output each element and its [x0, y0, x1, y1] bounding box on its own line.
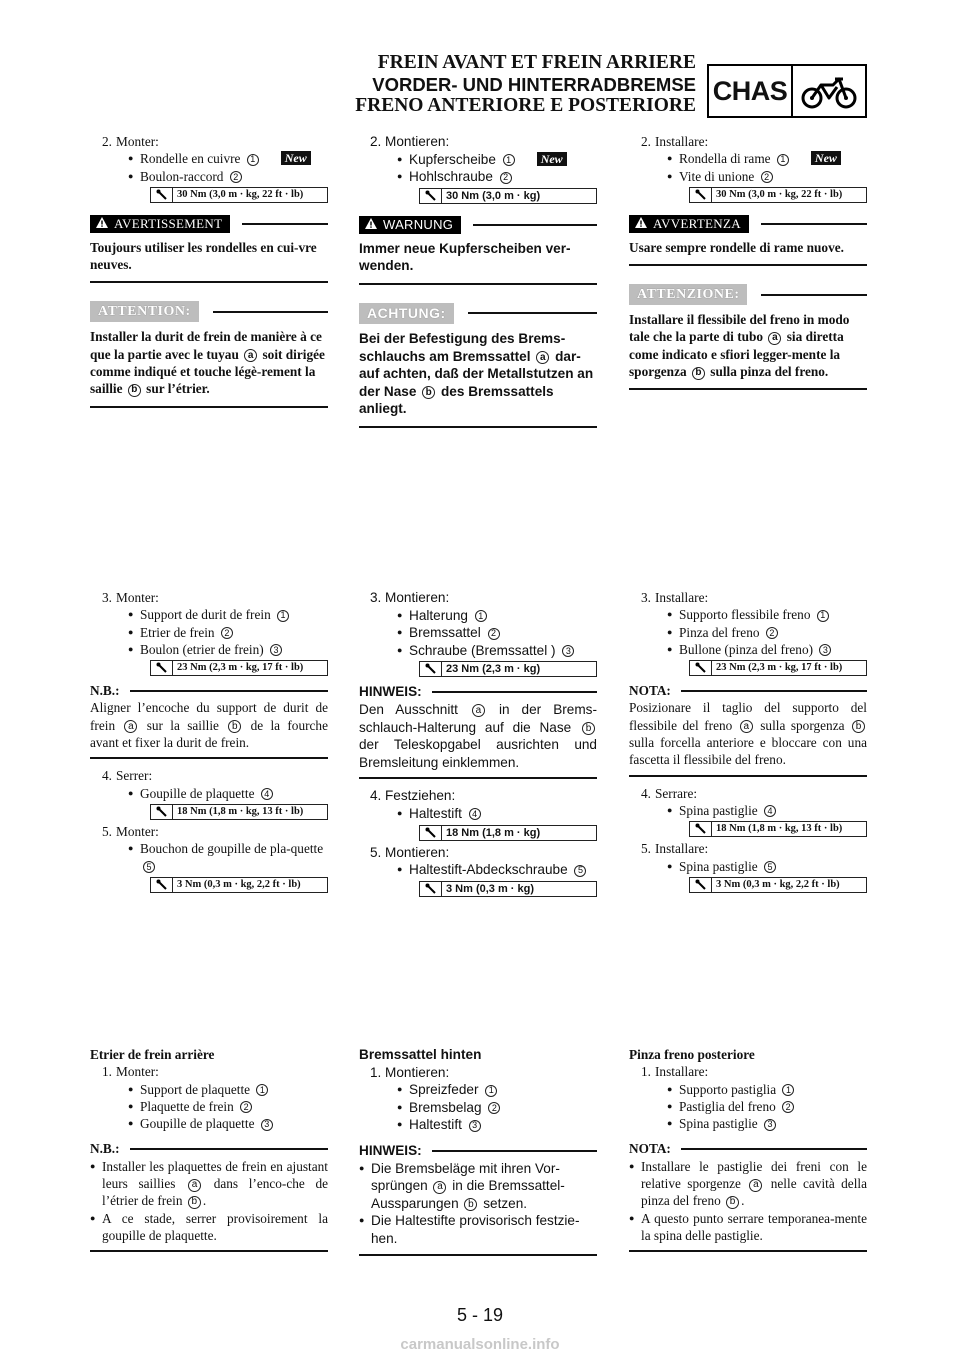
- note-heading: NOTA:: [629, 682, 867, 699]
- list-item: Supporto flessibile freno: [679, 607, 811, 623]
- note-text: ● Installare le pastiglie dei freni con le relative sporgenze a nelle cavità della pinza del freno b . ● A questo punto serrare temporanea-mente la spina delle pastiglie.: [629, 1158, 867, 1252]
- torque-spec: 30 Nm (3,0 m · kg, 22 ft · lb): [689, 187, 867, 203]
- warning-icon: [96, 216, 108, 232]
- header-title-fr: FREIN AVANT ET FREIN ARRIERE: [377, 52, 696, 73]
- wrench-icon: [690, 661, 712, 675]
- warning-text: Toujours utiliser les rondelles en cui-vre neuves.: [90, 239, 328, 284]
- list-item: Support de plaquette: [140, 1081, 251, 1097]
- header-title-de: VORDER- UND HINTERRADBREMSE: [372, 74, 696, 95]
- warning-text: Usare sempre rondelle di rame nuove.: [629, 239, 867, 266]
- list-item: Bouchon de goupille de pla-quette: [140, 841, 324, 857]
- new-part-badge: New: [281, 151, 311, 165]
- wrench-icon: [690, 188, 712, 202]
- note-heading: HINWEIS:: [359, 683, 597, 701]
- section3-de: Bremssattel hinten 1. Montieren: ● Spreizfeder 1 ● Bremsbelag 2 ● Haltestift 3 HINWEIS: ● Die Bremsbeläge mit ihren Vor-sprüngen a in die Bremssattel-Aussparungen b setzen. ● Die Haltestifte provisorisch festzie-hen.: [359, 1046, 597, 1256]
- new-part-badge: New: [537, 152, 567, 166]
- note-text: Den Ausschnitt a in der Brems-schlauch-Halterung auf die Nase b der Teleskopgabel ausrichten und Bremsleitung einklemmen.: [359, 701, 597, 779]
- list-item: Bullone (pinza del freno): [679, 641, 814, 657]
- section-title: Etrier de frein arrière: [90, 1047, 215, 1062]
- section1-de: 2. Montieren: ● Kupferscheibe 1 New ● Hohlschraube 2 30 Nm (3,0 m · kg) WARNUNG Immer neue Kupferscheiben ver-wenden. ACHTUNG: Bei der Befestigung des Brems-schlauchs am Bremssattel a dar-auf achten, daß der Metallstutzen an der Nase b des Bremssattels anliegt.: [359, 133, 597, 428]
- list-item: Rondella di rame: [679, 151, 771, 167]
- list-item: Haltestift: [409, 805, 462, 821]
- warning-icon: [635, 216, 647, 232]
- note-heading: NOTA:: [629, 1140, 867, 1157]
- section2-fr: 3. Monter: ● Support de durit de frein 1 ● Etrier de frein 2 ● Boulon (etrier de frein) 3 23 Nm (2,3 m · kg, 17 ft · lb) N.B.: Aligner l’encoche du support de durit de frein a sur la saillie b de la fourche avant et fixer la durit de frein. 4. Serrer: ● Goupille de plaquette 4 18 Nm (1,8 m · kg, 13 ft · lb) 5. Monter: ● Bouchon de goupille de pla-quette 5 3 Nm (0,3 m · kg, 2,2 ft · lb): [90, 589, 328, 896]
- list-item: Haltestift: [409, 1117, 462, 1133]
- section1-it: 2. Installare: ● Rondella di rame 1 New ● Vite di unione 2 30 Nm (3,0 m · kg, 22 ft · lb) AVVERTENZA Usare sempre rondelle di rame nuove. ATTENZIONE: Installare il flessibile del freno in modo tale che la parte di tubo a sia diretta come indicato e sfiori legger-mente la sporgenza b sulla pinza del freno.: [629, 133, 867, 390]
- warning-icon: [365, 217, 377, 233]
- motorcycle-icon: [793, 66, 865, 116]
- page-number: 5 - 19: [456, 1305, 504, 1325]
- list-item: Plaquette de frein: [140, 1098, 234, 1114]
- step-label: Installare:: [655, 1064, 709, 1080]
- section3-fr: Etrier de frein arrière 1. Monter: ● Support de plaquette 1 ● Plaquette de frein 2 ● Goupille de plaquette 3 N.B.: ● Installer les plaquettes de frein en ajustant leurs saillies a dans l’enco-che de l’étrier de frein b . ● A ce stade, serrer provisoirement la goupille de plaquette.: [90, 1046, 328, 1252]
- step-label: Serrare:: [655, 785, 698, 801]
- list-item: Spina pastiglie: [679, 802, 758, 818]
- section3-it: Pinza freno posteriore 1. Installare: ● Supporto pastiglia 1 ● Pastiglia del freno 2 ● Spina pastiglie 3 NOTA: ● Installare le pastiglie dei freni con le relative sporgenze a nelle cavità della pinza del freno b . ● A questo punto serrare temporanea-mente la spina delle pastiglie.: [629, 1046, 867, 1252]
- note-text: ● Die Bremsbeläge mit ihren Vor-sprüngen a in die Bremssattel-Aussparungen b setzen. ● Die Haltestifte provisorisch festzie-hen.: [359, 1160, 597, 1256]
- list-item: Bremssattel: [409, 625, 481, 641]
- torque-spec: 23 Nm (2,3 m · kg): [419, 661, 597, 677]
- new-part-badge: New: [811, 151, 841, 165]
- step-label: Installare:: [655, 841, 709, 857]
- list-item: Schraube (Bremssattel ): [409, 642, 556, 658]
- step-label: Monter:: [116, 590, 159, 605]
- note-heading: N.B.:: [90, 1140, 328, 1157]
- wrench-icon: [420, 882, 442, 896]
- wrench-icon: [151, 878, 173, 892]
- list-item: Spina pastiglie: [679, 858, 758, 874]
- chapter-label: CHAS: [709, 66, 793, 116]
- list-item: Goupille de plaquette: [140, 1116, 255, 1132]
- wrench-icon: [151, 661, 173, 675]
- warning-heading: WARNUNG: [359, 216, 597, 234]
- list-item: Bremsbelag: [409, 1099, 482, 1115]
- caution-heading: ATTENTION:: [90, 301, 328, 322]
- torque-spec: 23 Nm (2,3 m · kg, 17 ft · lb): [689, 660, 867, 676]
- list-item: Halterung: [409, 607, 468, 623]
- list-item: Spreizfeder: [409, 1082, 479, 1098]
- torque-spec: 3 Nm (0,3 m · kg): [419, 881, 597, 897]
- step-label: Montieren:: [385, 1064, 450, 1080]
- wrench-icon: [690, 822, 712, 836]
- caution-heading: ACHTUNG:: [359, 303, 597, 324]
- step-label: Montieren:: [385, 844, 450, 860]
- note-text: Posizionare il taglio del supporto del flessibile del freno a sulla sporgenza b sulla forcella anteriore e bloccare con una fascetta il flessibile del freno.: [629, 699, 867, 776]
- header-title-it: FRENO ANTERIORE E POSTERIORE: [355, 95, 696, 116]
- torque-spec: 18 Nm (1,8 m · kg, 13 ft · lb): [689, 821, 867, 837]
- torque-spec: 23 Nm (2,3 m · kg, 17 ft · lb): [150, 660, 328, 676]
- step-label: Installare:: [655, 590, 709, 605]
- step-label: Montieren:: [385, 590, 450, 605]
- torque-spec: 30 Nm (3,0 m · kg): [419, 188, 597, 204]
- torque-spec: 3 Nm (0,3 m · kg, 2,2 ft · lb): [150, 877, 328, 893]
- chapter-badge: [707, 64, 867, 118]
- caution-heading: ATTENZIONE:: [629, 284, 867, 305]
- list-item: Etrier de frein: [140, 624, 215, 640]
- step-label: Montieren:: [385, 134, 450, 149]
- warning-text: Immer neue Kupferscheiben ver-wenden.: [359, 240, 597, 285]
- section-title: Pinza freno posteriore: [629, 1047, 755, 1062]
- list-item: Rondelle en cuivre: [140, 151, 241, 167]
- torque-spec: 18 Nm (1,8 m · kg, 13 ft · lb): [150, 804, 328, 820]
- note-text: Aligner l’encoche du support de durit de frein a sur la saillie b de la fourche avant et fixer la durit de frein.: [90, 699, 328, 759]
- caution-text: Installer la durit de frein de manière à ce que la partie avec le tuyau a soit dirigée comme indiqué et touche légè-rement la saillie b sur l’étrier.: [90, 328, 328, 407]
- list-item: Pinza del freno: [679, 624, 760, 640]
- list-item: Supporto pastiglia: [679, 1081, 777, 1097]
- step-label: Serrer:: [116, 768, 153, 784]
- section2-de: 3. Montieren: ● Halterung 1 ● Bremssattel 2 ● Schraube (Bremssattel ) 3 23 Nm (2,3 m · kg) HINWEIS: Den Ausschnitt a in der Brems-schlauch-Halterung auf die Nase b der Teleskopgabel ausrichten und Bremsleitung einklemmen. 4. Festziehen: ● Haltestift 4 18 Nm (1,8 m · kg) 5. Montieren: ● Haltestift-Abdeckschraube 5 3 Nm (0,3 m · kg): [359, 590, 597, 895]
- note-heading: N.B.:: [90, 682, 328, 699]
- step-label: Monter:: [116, 1064, 159, 1080]
- list-item: Boulon-raccord: [140, 168, 224, 184]
- warning-heading: AVVERTENZA: [629, 215, 867, 233]
- step-label: Installare:: [655, 134, 709, 149]
- wrench-icon: [151, 188, 173, 202]
- torque-spec: 18 Nm (1,8 m · kg): [419, 825, 597, 841]
- list-item: Vite di unione: [679, 168, 755, 184]
- caution-text: Bei der Befestigung des Brems-schlauchs am Bremssattel a dar-auf achten, daß der Metallstutzen an der Nase b des Bremssattels anliegt.: [359, 330, 597, 428]
- wrench-icon: [151, 805, 173, 819]
- list-item: Spina pastiglie: [679, 1116, 758, 1132]
- section2-it: 3. Installare: ● Supporto flessibile freno 1 ● Pinza del freno 2 ● Bullone (pinza del freno) 3 23 Nm (2,3 m · kg, 17 ft · lb) NOTA: Posizionare il taglio del supporto del flessibile del freno a sulla sporgenza b sulla forcella anteriore e bloccare con una fascetta il flessibile del freno. 4. Serrare: ● Spina pastiglie 4 18 Nm (1,8 m · kg, 13 ft · lb) 5. Installare: ● Spina pastiglie 5 3 Nm (0,3 m · kg, 2,2 ft · lb): [629, 589, 867, 896]
- step-label: Monter:: [116, 823, 159, 839]
- wrench-icon: [420, 826, 442, 840]
- list-item: Boulon (etrier de frein): [140, 641, 264, 657]
- note-heading: HINWEIS:: [359, 1142, 597, 1160]
- watermark: carmanualsonline.info: [400, 1336, 560, 1353]
- torque-spec: 30 Nm (3,0 m · kg, 22 ft · lb): [150, 187, 328, 203]
- section-title: Bremssattel hinten: [359, 1047, 482, 1062]
- list-item: Goupille de plaquette: [140, 785, 255, 801]
- list-item: Support de durit de frein: [140, 607, 271, 623]
- wrench-icon: [420, 189, 442, 203]
- list-item: Kupferscheibe: [409, 151, 496, 167]
- caution-text: Installare il flessibile del freno in modo tale che la parte di tubo a sia diretta come indicato e sfiori legger-mente la sporgenza b sulla pinza del freno.: [629, 311, 867, 390]
- wrench-icon: [690, 878, 712, 892]
- step-label: Festziehen:: [385, 788, 456, 804]
- section1-fr: 2. Monter: ● Rondelle en cuivre 1 New ● Boulon-raccord 2 30 Nm (3,0 m · kg, 22 ft · lb) AVERTISSEMENT Toujours utiliser les rondelles en cui-vre neuves. ATTENTION: Installer la durit de frein de manière à ce que la partie avec le tuyau a soit dirigée comme indiqué et touche légè-rement la saillie b sur l’étrier.: [90, 133, 328, 408]
- list-item: Pastiglia del freno: [679, 1098, 776, 1114]
- warning-heading: AVERTISSEMENT: [90, 215, 328, 233]
- torque-spec: 3 Nm (0,3 m · kg, 2,2 ft · lb): [689, 877, 867, 893]
- note-text: ● Installer les plaquettes de frein en ajustant leurs saillies a dans l’enco-che de l’étrier de frein b . ● A ce stade, serrer provisoirement la goupille de plaquette.: [90, 1158, 328, 1252]
- list-item: Hohlschraube: [409, 169, 493, 185]
- list-item: Haltestift-Abdeckschraube: [409, 862, 568, 878]
- wrench-icon: [420, 662, 442, 676]
- step-label: Monter:: [116, 134, 159, 149]
